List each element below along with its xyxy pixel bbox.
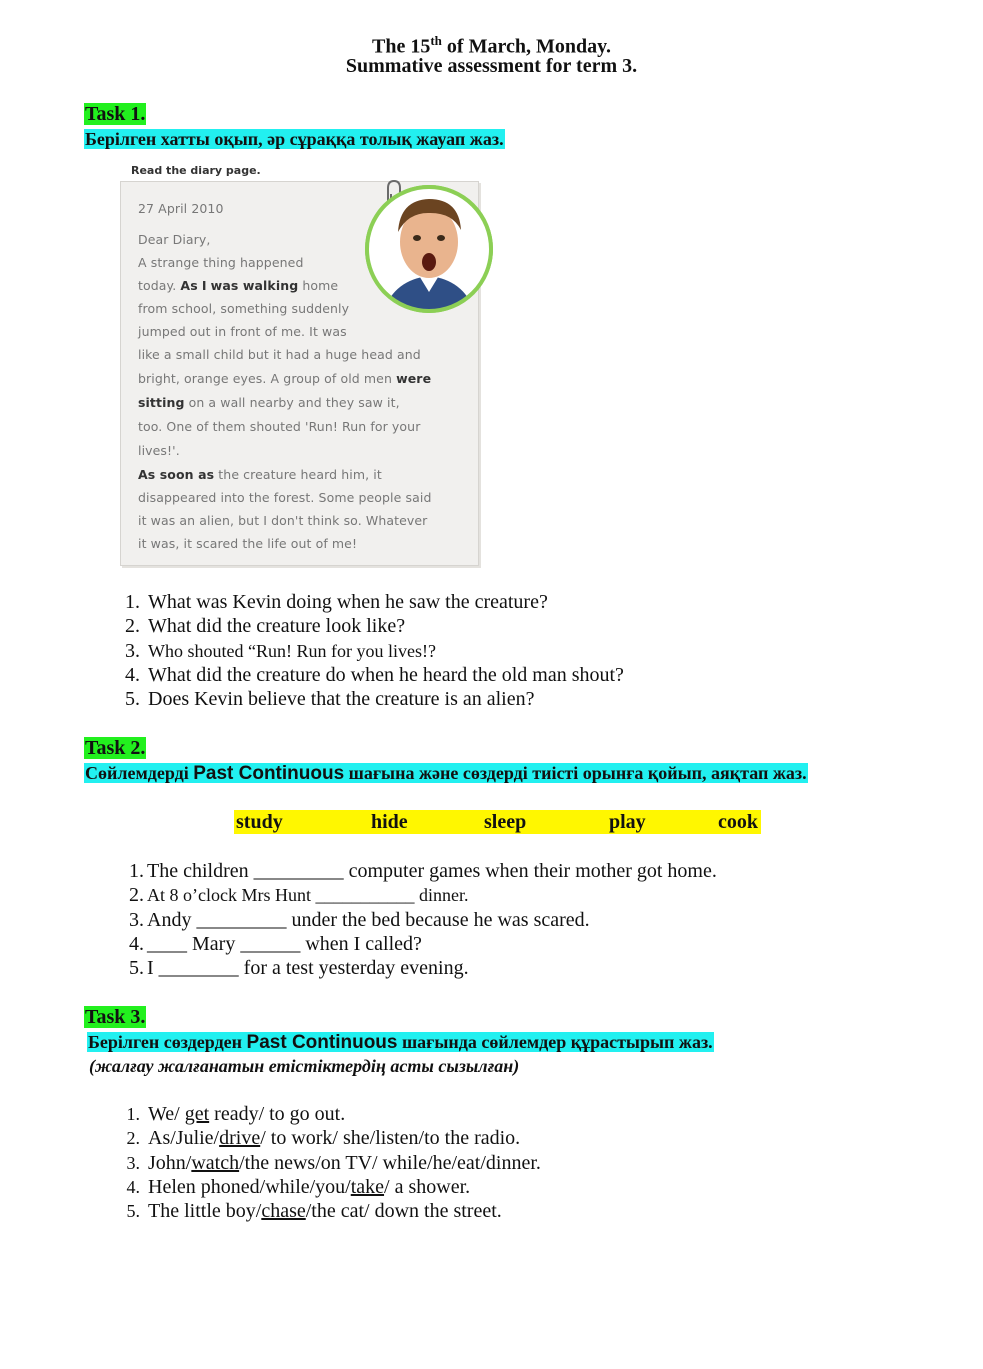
diary-line: As soon as the creature heard him, it bbox=[138, 467, 382, 482]
diary-line: it was, it scared the life out of me! bbox=[138, 536, 358, 551]
diary-date: 27 April 2010 bbox=[138, 201, 224, 216]
task3-note: (жалғау жалғанатын етістіктердің асты сызылған) bbox=[89, 1056, 520, 1076]
task2-instruction: Сөйлемдерді Past Continuous шағына және сөздерді тиісті орынға қойып, аяқтап жаз. bbox=[85, 763, 807, 784]
diary-line: from school, something suddenly bbox=[138, 301, 350, 316]
word-bank-item: study bbox=[236, 811, 283, 833]
boy-portrait-image bbox=[362, 182, 496, 316]
list-item: 1. What was Kevin doing when he saw the creature? bbox=[125, 591, 548, 613]
list-item: 3. Andy _________ under the bed because he was scared. bbox=[129, 908, 590, 931]
diary-line: jumped out in front of me. It was bbox=[138, 324, 347, 339]
list-item: 5. I ________ for a test yesterday evening. bbox=[129, 957, 469, 980]
list-item: 2. As/Julie/drive/ to work/ she/listen/to the radio. bbox=[126, 1127, 521, 1150]
list-item: 3. John/watch/the news/on TV/ while/he/eat/dinner. bbox=[126, 1151, 541, 1174]
list-item: 2. What did the creature look like? bbox=[125, 615, 406, 638]
diary-line: it was an alien, but I don't think so. Whatever bbox=[138, 513, 428, 528]
list-item: 4. Helen phoned/while/you/take/ a shower. bbox=[126, 1175, 471, 1198]
list-item: 4. What did the creature do when he heard the old man shout? bbox=[125, 663, 624, 686]
diary-line: sitting on a wall nearby and they saw it, bbox=[138, 395, 400, 410]
title-date: The 15th of March, Monday. bbox=[372, 33, 611, 58]
list-item: 1. The children _________ computer games when their mother got home. bbox=[129, 860, 717, 882]
diary-line: like a small child but it had a huge head and bbox=[138, 347, 421, 362]
list-item: 5. Does Kevin believe that the creature is an alien? bbox=[125, 688, 535, 711]
task1-questions bbox=[125, 590, 624, 711]
diary-line: disappeared into the forest. Some people said bbox=[138, 490, 432, 505]
diary-line: lives!'. bbox=[138, 443, 180, 458]
list-item: 4. ____ Mary ______ when I called? bbox=[129, 932, 422, 955]
list-item: 2. At 8 o’clock Mrs Hunt ___________ dinner. bbox=[129, 884, 469, 907]
list-item: 3. Who shouted “Run! Run for you lives!? bbox=[125, 639, 436, 662]
title-assessment: Summative assessment for term 3. bbox=[345, 55, 638, 77]
task1-label: Task 1. bbox=[85, 103, 146, 125]
task3-items bbox=[126, 1102, 541, 1223]
list-item: 1. We/ get ready/ to go out. bbox=[126, 1103, 346, 1125]
word-bank-item: hide bbox=[371, 811, 408, 833]
task1-instruction: Берілген хатты оқып, әр сұраққа толық жауап жаз. bbox=[85, 129, 504, 149]
list-item: 5. The little boy/chase/the cat/ down the street. bbox=[126, 1200, 502, 1223]
diary-read-note: Read the diary page. bbox=[131, 164, 261, 177]
diary-line: bright, orange eyes. A group of old men were bbox=[138, 371, 432, 386]
diary-line: A strange thing happened bbox=[138, 255, 304, 270]
word-bank bbox=[234, 810, 761, 834]
word-bank-item: play bbox=[609, 811, 646, 833]
task2-label: Task 2. bbox=[85, 737, 146, 759]
diary-greeting: Dear Diary, bbox=[138, 232, 211, 247]
diary-line: too. One of them shouted 'Run! Run for your bbox=[138, 419, 421, 434]
word-bank-item: cook bbox=[718, 811, 758, 833]
word-bank-item: sleep bbox=[484, 811, 527, 833]
task3-instruction: Берілген сөздерден Past Continuous шағында сөйлемдер құрастырып жаз. bbox=[88, 1032, 713, 1053]
task2-sentences bbox=[129, 859, 717, 980]
task3-label: Task 3. bbox=[85, 1006, 146, 1028]
diary-line: today. As I was walking home bbox=[138, 278, 339, 293]
